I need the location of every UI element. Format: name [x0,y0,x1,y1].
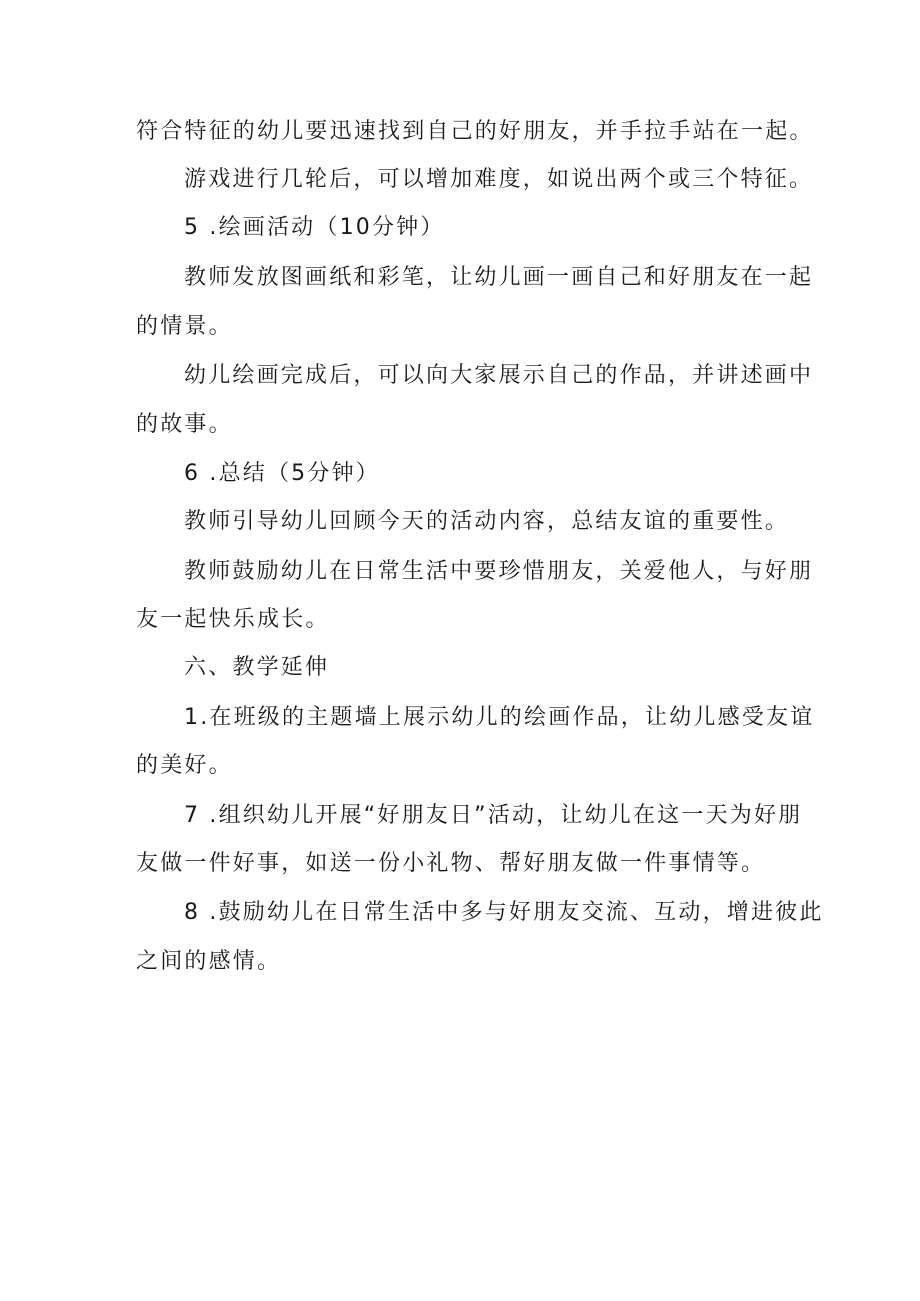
paragraph-line: 符合特征的幼儿要迅速找到自己的好朋友，并手拉手站在一起。 [136,119,814,144]
paragraph-line: 游戏进行几轮后，可以增加难度，如说出两个或三个特征。 [184,167,814,192]
paragraph-line: 的情景。 [136,314,233,339]
section-heading: 六、教学延伸 [184,655,330,680]
section-heading: 6 .总结（5分钟） [184,461,380,486]
paragraph-line: 友做一件好事，如送一份小礼物、帮好朋友做一件事情等。 [136,851,766,876]
paragraph-line: 教师鼓励幼儿在日常生活中要珍惜朋友，关爱他人，与好朋 [184,559,814,584]
list-item: 1.在班级的主题墙上展示幼儿的绘画作品，让幼儿感受友谊 [184,705,815,730]
paragraph-line: 友一起快乐成长。 [136,607,330,632]
paragraph-line: 教师引导幼儿回顾今天的活动内容，总结友谊的重要性。 [184,509,790,534]
paragraph-line: 的故事。 [136,412,233,437]
paragraph-line: 的美好。 [136,753,233,778]
list-item: 7 .组织幼儿开展“好朋友日”活动，让幼儿在这一天为好朋 [184,803,803,828]
paragraph-line: 教师发放图画纸和彩笔，让幼儿画一画自己和好朋友在一起 [184,265,814,290]
paragraph-line: 幼儿绘画完成后，可以向大家展示自己的作品，并讲述画中 [184,363,814,388]
paragraph-line: 之间的感情。 [136,949,282,974]
section-heading: 5 .绘画活动（10分钟） [184,215,445,240]
list-item: 8 .鼓励幼儿在日常生活中多与好朋友交流、互动，增进彼此 [184,900,824,925]
